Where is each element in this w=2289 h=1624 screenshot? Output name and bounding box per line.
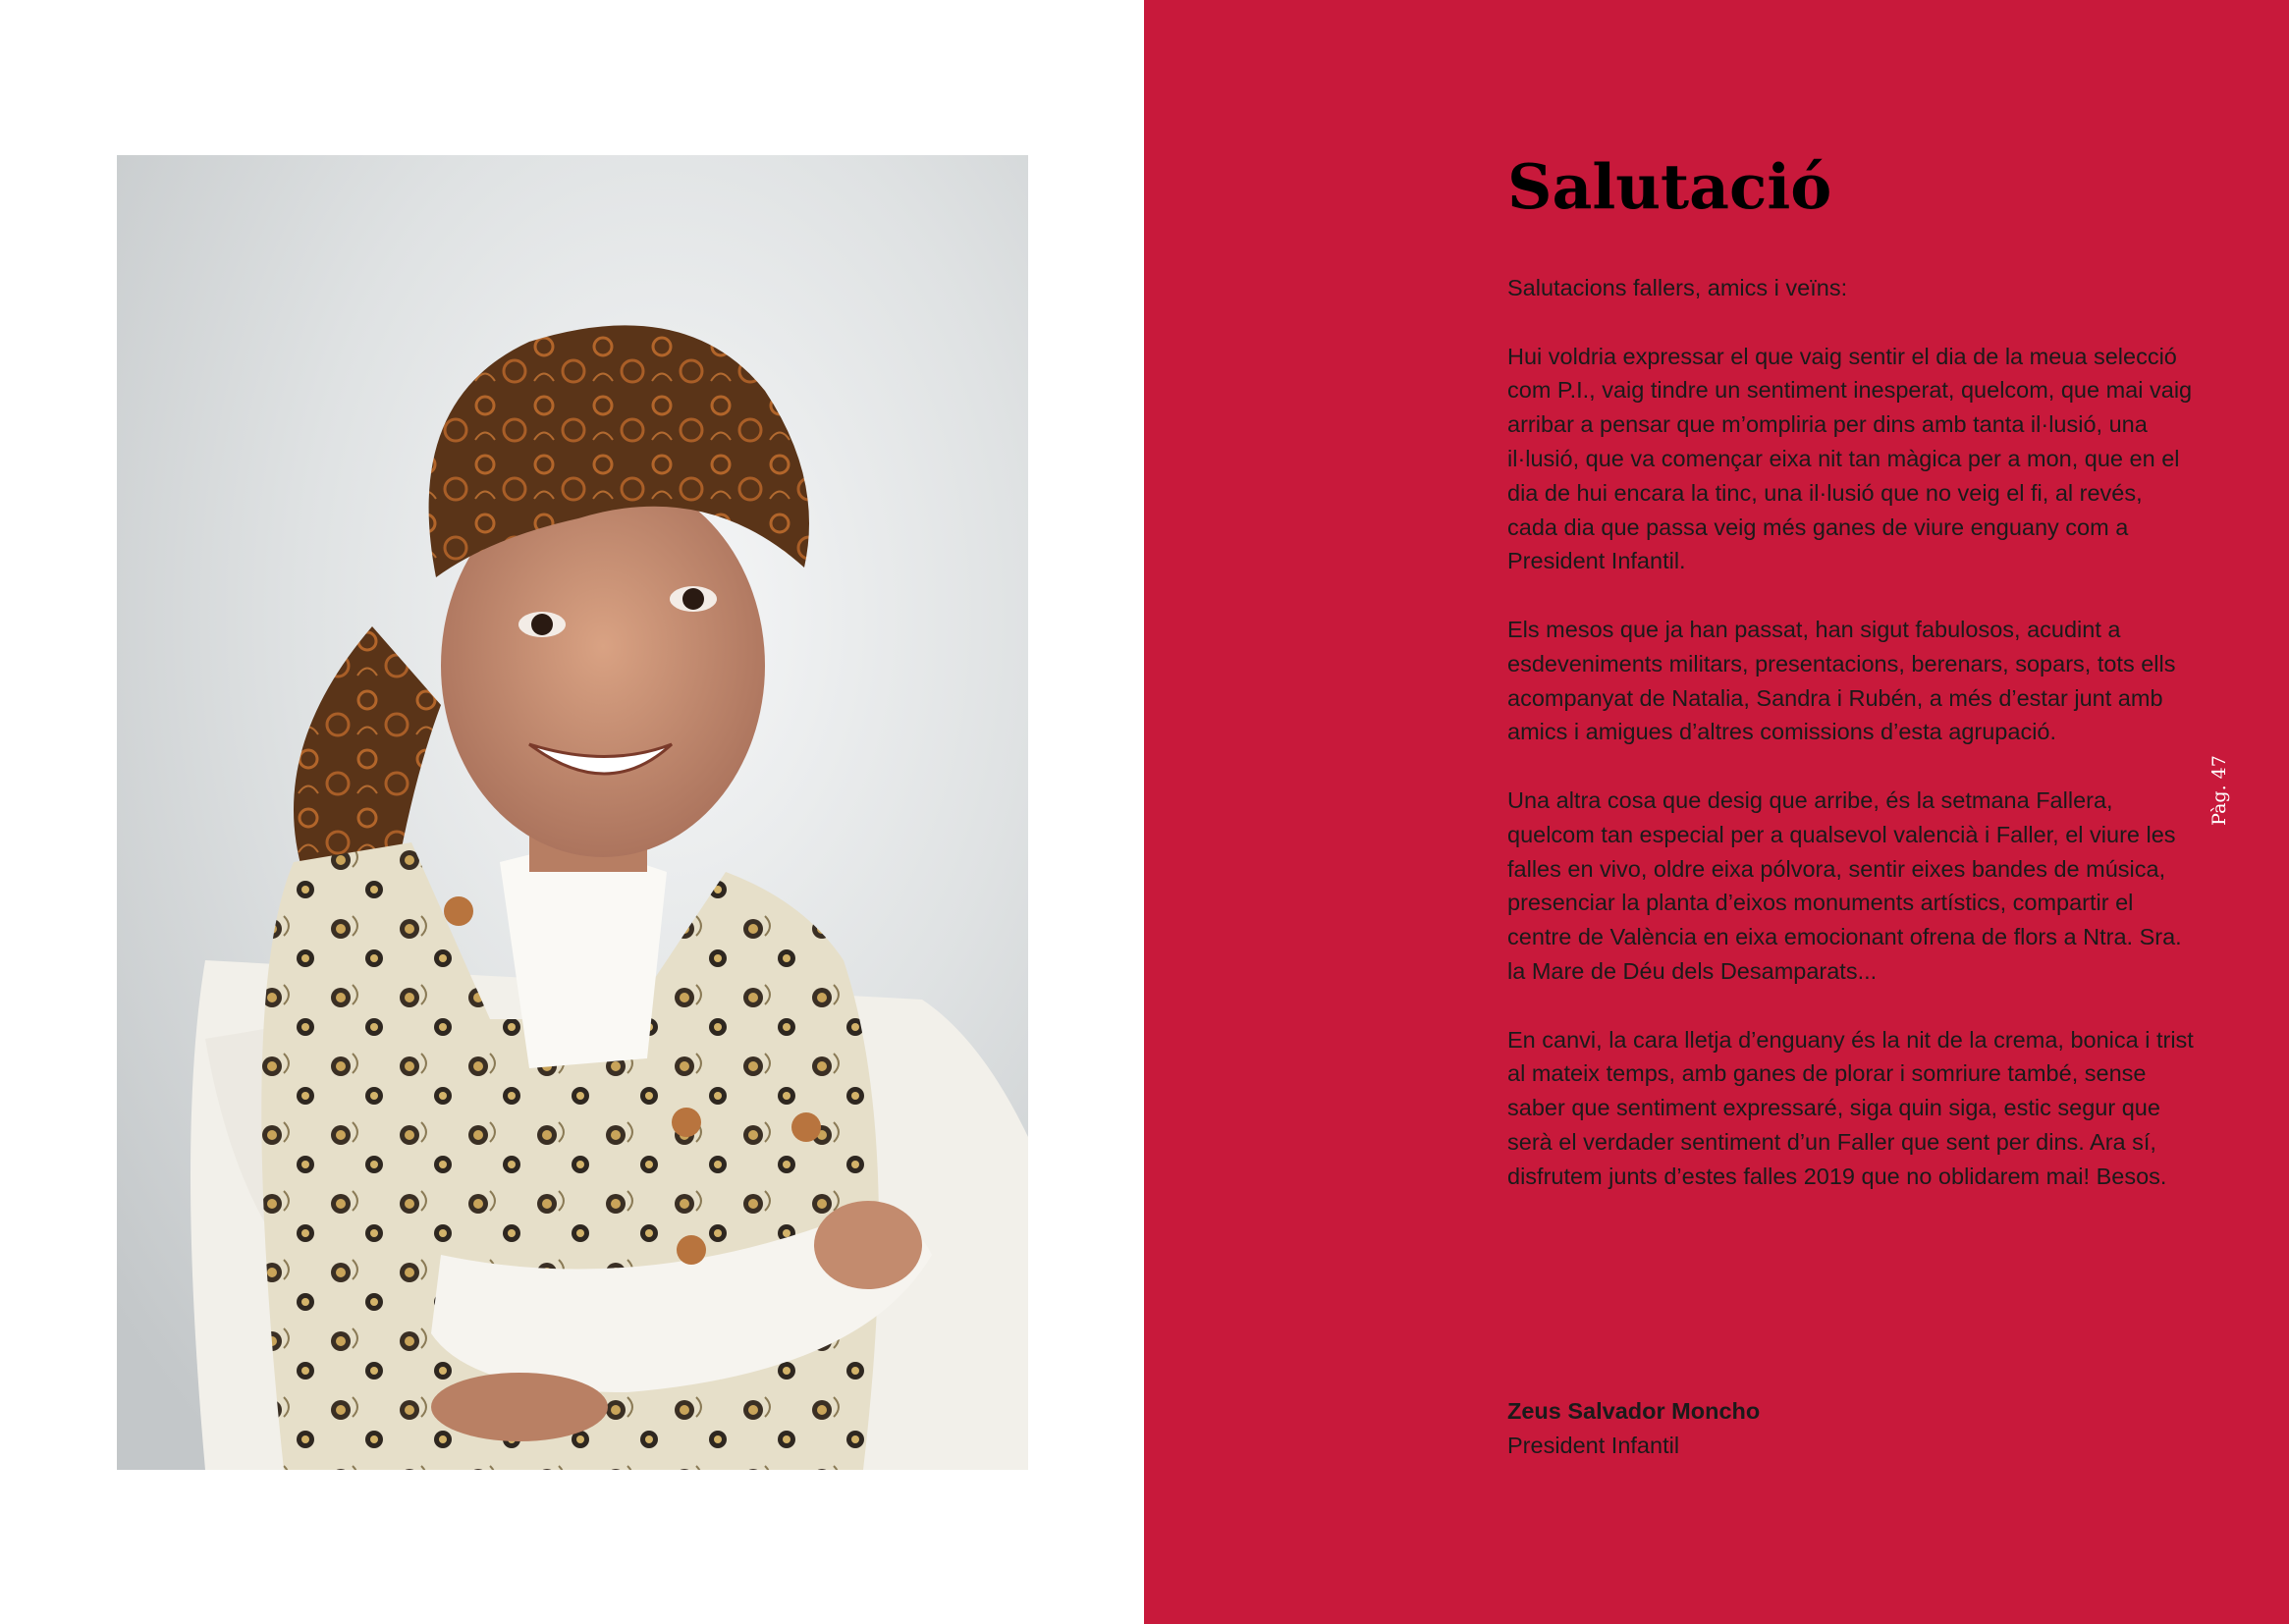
letter-paragraph: Hui voldria expressar el que vaig sentir el dia de la meua selecció com P.I., vaig tindre un sentiment inesperat, quelcom, que mai vaig arribar a pensar que m’ompliria per dins amb tanta il·lusió, una il·lusió, que va començar eixa nit tan màgica per a mon, que en el dia de hui encara la tinc, una il·lusió que no veig el fi, al revés, cada dia que passa veig més ganes de viure enguany com a President Infantil. <box>1507 343 2193 574</box>
signature-name: Zeus Salvador Moncho <box>1507 1398 1761 1424</box>
letter-paragraph: En canvi, la cara lletja d’enguany és la nit de la crema, bonica i trist al mateix temps, amb ganes de plorar i somriure també, sense saber que sentiment expressaré, siga quin siga, estic segur que serà el verdader sentiment d’un Faller que sent per dins. Ara sí, disfrutem junts d’estes falles 2019 que no oblidarem mai! Besos. <box>1507 1026 2194 1189</box>
letter-paragraph: Una altra cosa que desig que arribe, és la setmana Fallera, quelcom tan especial per a qualsevol valencià i Faller, el viure les falles en vivo, oldre eixa pólvora, sentir eixes bandes de música, presenciar la planta d’eixos monuments artístics, compartir el centre de València en eixa emocionant ofrena de flors a Ntra. Sra. la Mare de Déu dels Desamparats... <box>1507 786 2182 984</box>
left-page <box>0 0 1144 1624</box>
signature-role: President Infantil <box>1507 1432 1680 1458</box>
letter-greeting: Salutacions fallers, amics i veïns: <box>1507 275 1848 300</box>
portrait-photo <box>117 155 1028 1470</box>
letter-body <box>1507 271 2195 1227</box>
signature-block <box>1507 1394 1760 1463</box>
page-number: Pàg. 47 <box>2208 755 2230 826</box>
page-title: Salutació <box>1507 150 1832 223</box>
letter-paragraph: Els mesos que ja han passat, han sigut fabulosos, acudint a esdeveniments militars, presentacions, berenars, sopars, tots ells acompanyat de Natalia, Sandra i Rubén, a més d’estar junt amb amics i amigues d’altres comissions d’esta agrupació. <box>1507 616 2176 745</box>
